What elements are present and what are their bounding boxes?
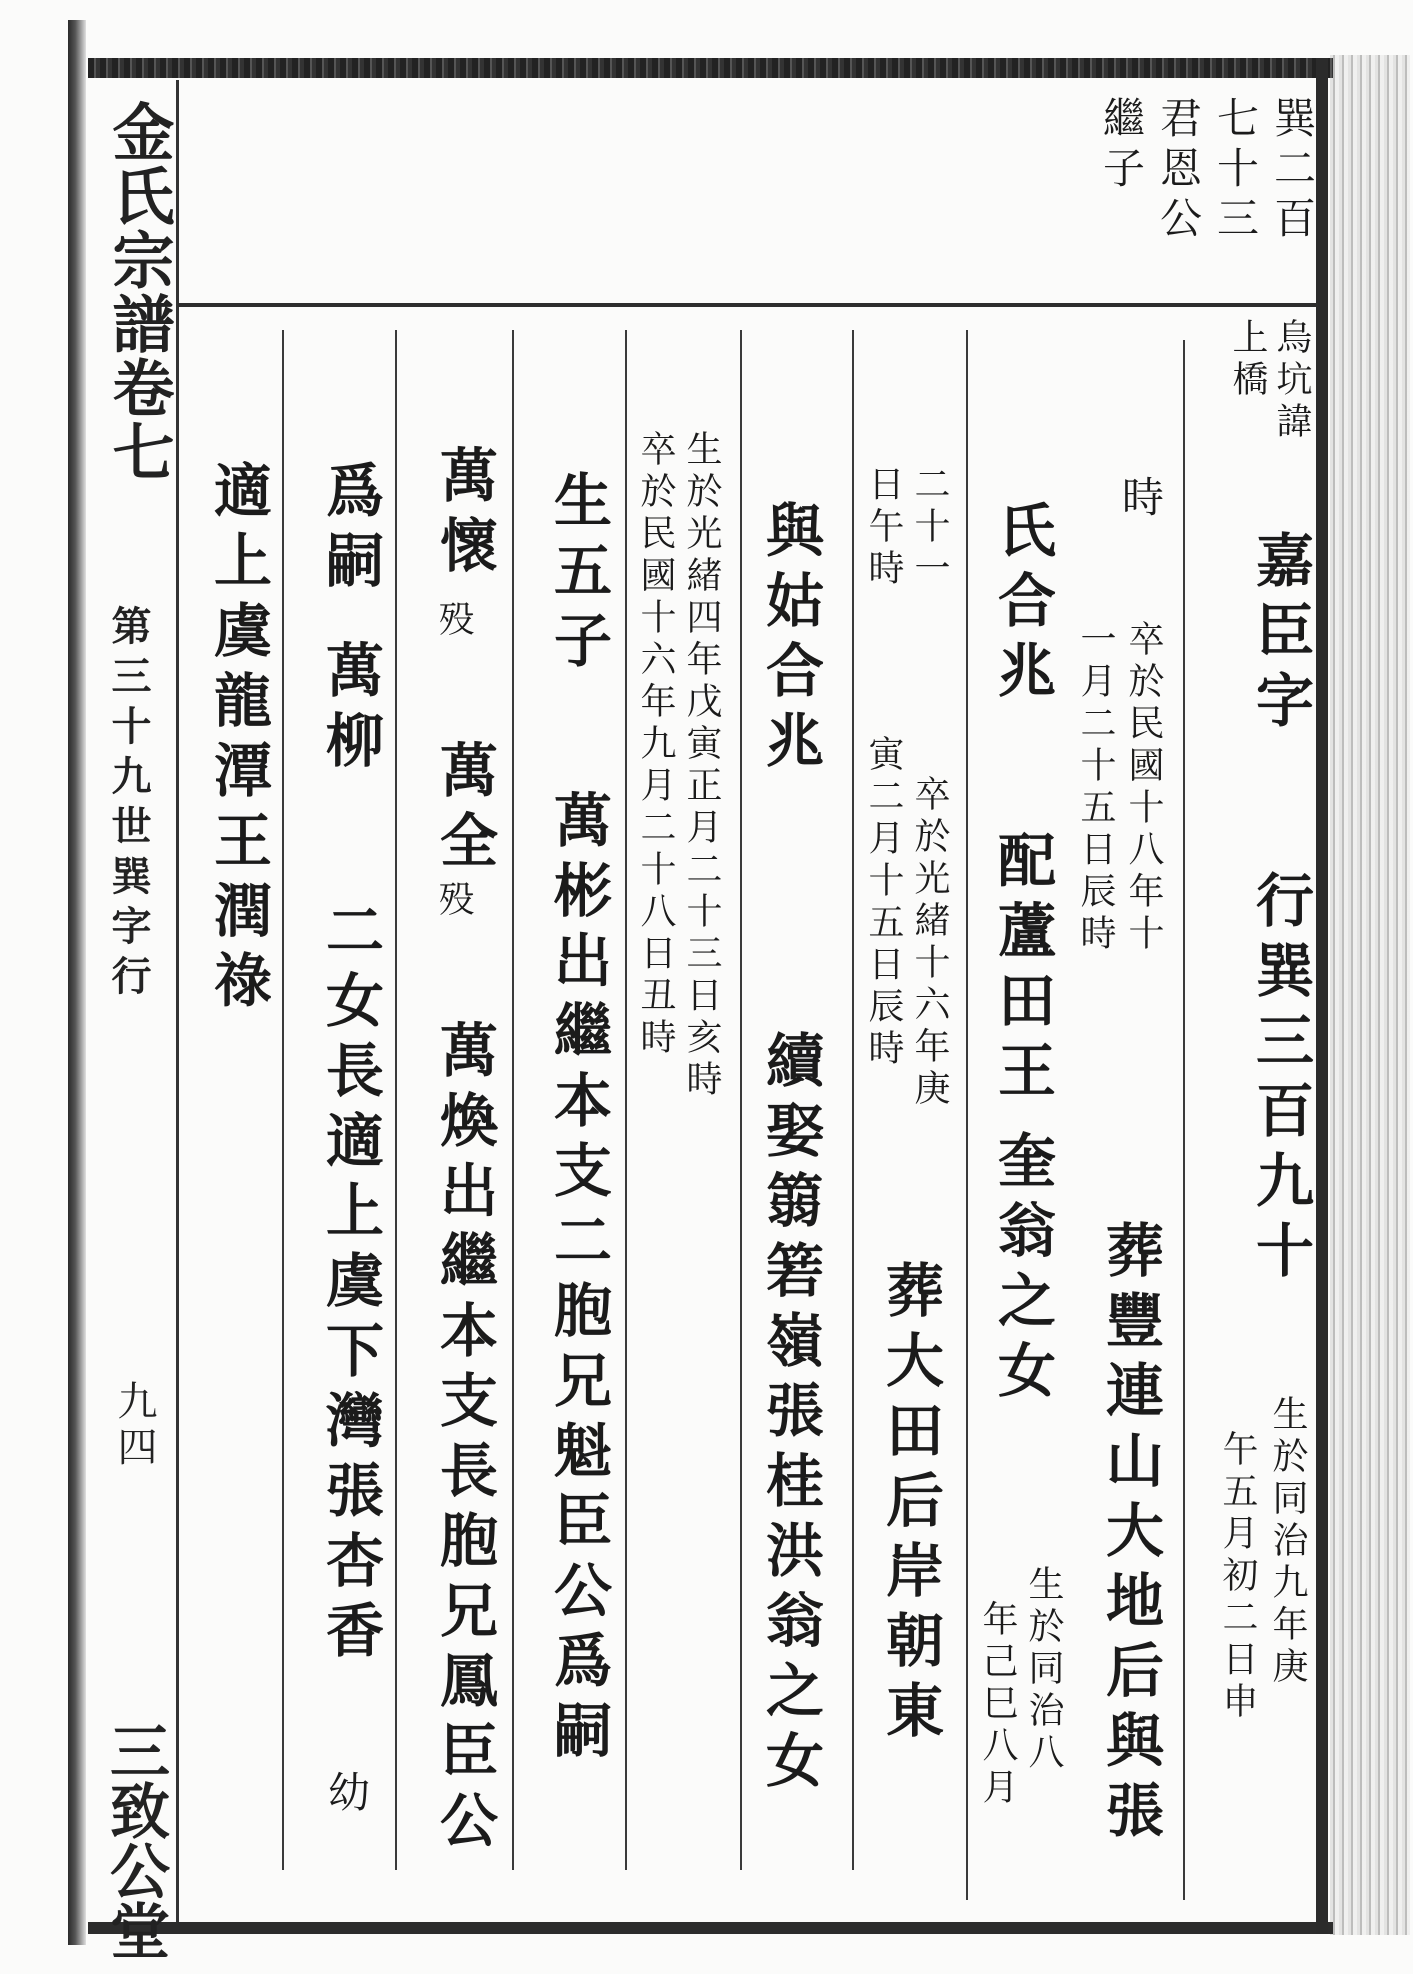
- birth-hour: 時: [1116, 475, 1165, 525]
- register-divider: [178, 303, 1318, 307]
- spouse-first: 配蘆田王: [988, 830, 1056, 1110]
- spouse-burial: 葬大田后岸朝東: [876, 1260, 944, 1750]
- spouse-father: 奎翁之女: [988, 1130, 1056, 1410]
- frame-bottom-border: [88, 1922, 1333, 1934]
- binding-edge: [68, 20, 86, 1945]
- son-deceased-note-1: 殁: [433, 600, 474, 642]
- second-spouse-birth: 生於光緒四年戊寅正月二十三日亥時: [681, 430, 722, 1102]
- spouse-joint-burial: 與姑合兆: [756, 500, 824, 780]
- frame-top-border: [88, 58, 1333, 78]
- joint-burial-note: 氏合兆: [988, 500, 1056, 710]
- burial-site: 葬豐連山大地后與張: [1096, 1220, 1164, 1850]
- col-divider: [966, 330, 968, 1900]
- son-name-1: 萬懷: [430, 445, 498, 585]
- son-adoption-2: 萬煥出繼本支長胞兄鳳臣公: [430, 1020, 498, 1860]
- second-spouse-death: 卒於民國十六年九月二十八日丑時: [635, 430, 676, 1060]
- spouse-death-line2: 寅二月十五日辰時: [863, 735, 904, 1071]
- spouse-birth-line1: 生於同治八: [1023, 1565, 1064, 1775]
- volume-label: 卷七: [102, 356, 175, 484]
- rank-label: 行巽三百九十: [1246, 870, 1314, 1290]
- col-divider: [625, 330, 627, 1870]
- col-divider: [282, 330, 284, 1870]
- daughter-marriage: 適上虞龍潭王潤祿: [204, 460, 272, 1020]
- upper-col-2: 七十三: [1211, 96, 1260, 246]
- son-deceased-note-2: 殁: [433, 880, 474, 922]
- col-divider: [395, 330, 397, 1870]
- page-stack-edge: [1330, 55, 1410, 1935]
- origin-label-2: 上橋: [1227, 318, 1268, 402]
- spouse-birth-line2: 年己巳八月: [977, 1600, 1018, 1810]
- upper-col-1: 巽二百: [1268, 96, 1317, 246]
- heir-note: 爲嗣: [316, 460, 384, 600]
- col-divider: [1183, 340, 1185, 1900]
- son-adoption-1: 萬彬出繼本支二胞兄魁臣公爲嗣: [544, 790, 612, 1770]
- page-number: 九四: [111, 1380, 157, 1472]
- col-divider: [852, 330, 854, 1870]
- upper-col-4: 繼子: [1097, 96, 1146, 196]
- origin-label: 烏坑諱: [1271, 318, 1312, 444]
- spouse-birth-line4: 日午時: [863, 465, 904, 591]
- birth-date-line2: 午五月初二日申: [1217, 1430, 1258, 1724]
- death-date-line2: 一月二十五日辰時: [1075, 620, 1116, 956]
- upper-col-3: 君恩公: [1154, 96, 1203, 246]
- second-spouse: 續娶篛箬嶺張桂洪翁之女: [756, 1030, 824, 1800]
- person-name: 嘉臣字: [1246, 530, 1314, 740]
- daughters-note: 二女長適上虞下灣張杏香: [316, 900, 384, 1670]
- death-date-line1: 卒於民國十八年十: [1123, 620, 1164, 956]
- book-title: [94, 100, 183, 484]
- hall-name: 三致公堂: [100, 1720, 170, 1960]
- book-title-text: 金氏宗譜: [102, 100, 175, 356]
- young-daughter-note: 幼: [322, 1770, 371, 1820]
- son-name-2: 萬全: [430, 740, 498, 880]
- birth-date-line1: 生於同治九年庚: [1267, 1395, 1308, 1689]
- son-name-3: 萬柳: [316, 640, 384, 780]
- sons-count: 生五子: [544, 470, 612, 680]
- spouse-birth-line3: 二十一: [909, 465, 950, 591]
- spouse-death-line1: 卒於光緒十六年庚: [909, 775, 950, 1111]
- generation-label: 第三十九世巽字行: [105, 605, 152, 1005]
- col-divider: [512, 330, 514, 1870]
- col-divider: [740, 330, 742, 1870]
